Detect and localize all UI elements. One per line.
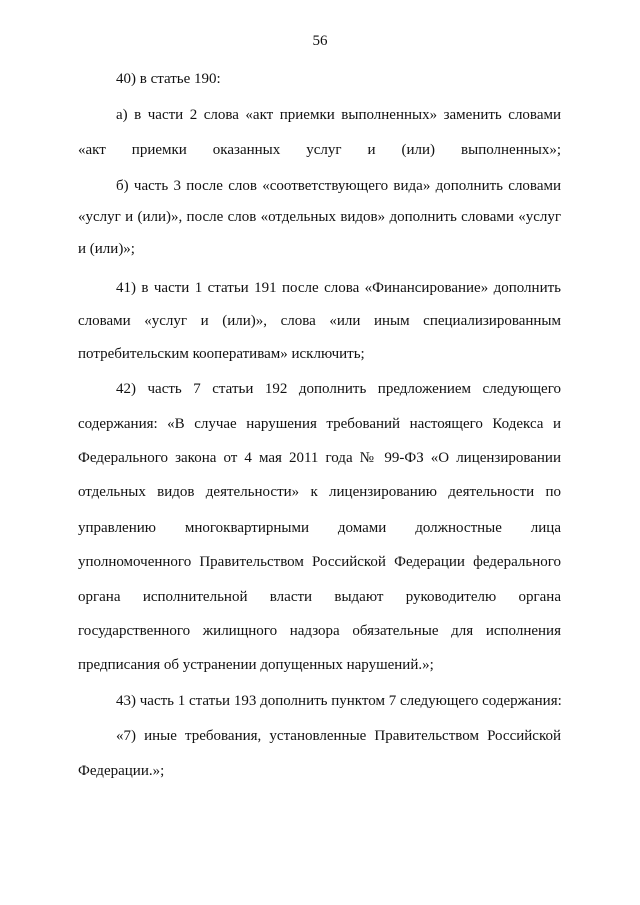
text-line: управлению многоквартирными домами должностные лица <box>78 520 561 536</box>
text-line: «услуг и (или)», после слов «отдельных видов» дополнить словами «услуг <box>78 209 561 225</box>
text-line: «7) иные требования, установленные Правительством Российской <box>116 728 561 744</box>
text-line: отдельных видов деятельности» к лицензированию деятельности по <box>78 484 561 500</box>
text-line: словами «услуг и (или)», слова «или иным специализированным <box>78 313 561 329</box>
text-line: и (или)»; <box>78 241 135 257</box>
text-line: 40) в статье 190: <box>116 71 221 87</box>
text-line: 41) в части 1 статьи 191 после слова «Финансирование» дополнить <box>116 280 561 296</box>
text-line: потребительским кооперативам» исключить; <box>78 346 365 362</box>
text-line: государственного жилищного надзора обязательные для исполнения <box>78 623 561 639</box>
text-line: органа исполнительной власти выдают руководителю органа <box>78 589 561 605</box>
text-line: 42) часть 7 статьи 192 дополнить предложением следующего <box>116 381 561 397</box>
text-line: Федерального закона от 4 мая 2011 года № 99-ФЗ «О лицензировании <box>78 450 561 466</box>
text-line: 43) часть 1 статьи 193 дополнить пунктом 7 следующего содержания: <box>116 693 562 709</box>
text-line: предписания об устранении допущенных нарушений.»; <box>78 657 434 673</box>
text-line: уполномоченного Правительством Российской Федерации федерального <box>78 554 561 570</box>
text-line: «акт приемки оказанных услуг и (или) выполненных»; <box>78 142 561 158</box>
text-line: б) часть 3 после слов «соответствующего вида» дополнить словами <box>116 178 561 194</box>
page-number: 56 <box>312 33 328 49</box>
text-line: содержания: «В случае нарушения требований настоящего Кодекса и <box>78 416 561 432</box>
text-line: Федерации.»; <box>78 763 165 779</box>
text-line: а) в части 2 слова «акт приемки выполненных» заменить словами <box>116 107 561 123</box>
